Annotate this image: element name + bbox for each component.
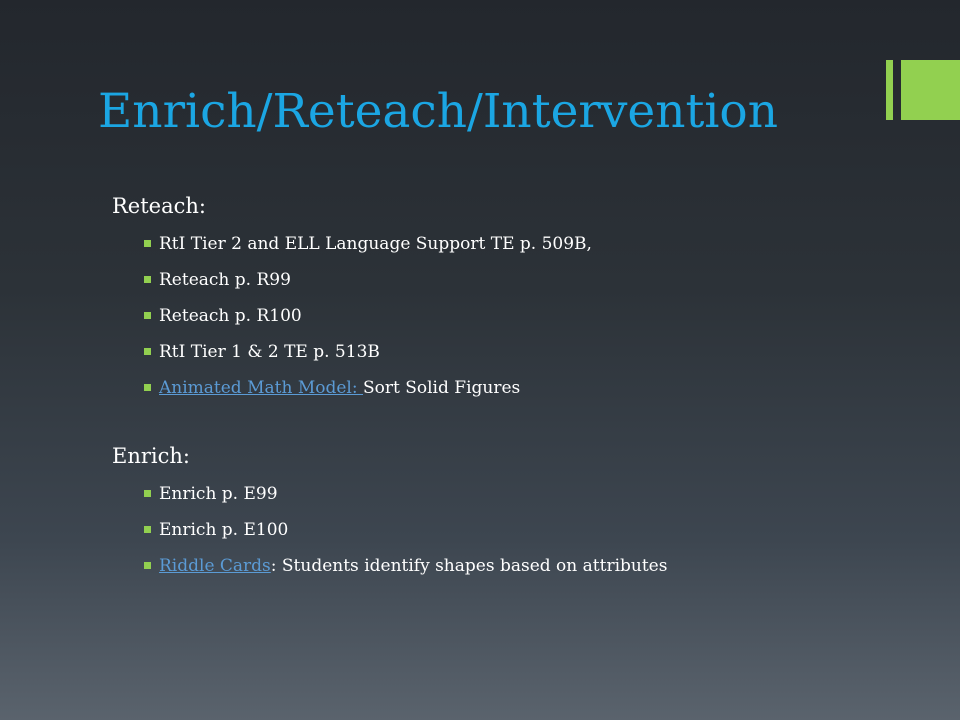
square-bullet-icon [144,490,151,497]
slide-title: Enrich/Reteach/Intervention [98,84,778,139]
list-item-text: Reteach p. R99 [159,270,291,290]
reteach-list [112,226,932,406]
list-item [112,476,932,512]
list-item-text: Sort Solid Figures [362,378,521,398]
list-item-text: RtI Tier 1 & 2 TE p. 513B [159,342,380,362]
enrich-list [112,476,932,584]
enrich-heading: Enrich: [112,444,190,468]
list-item [112,548,932,584]
square-bullet-icon [144,562,151,569]
list-item [112,226,932,262]
square-bullet-icon [144,348,151,355]
square-bullet-icon [144,384,151,391]
list-item [112,512,932,548]
square-bullet-icon [144,526,151,533]
animated-math-model-link[interactable]: Animated Math Model: [159,378,363,398]
accent-bar-wide [901,60,960,120]
square-bullet-icon [144,240,151,247]
list-item-text: Enrich p. E99 [159,484,278,504]
reteach-heading: Reteach: [112,194,206,218]
list-item-text: RtI Tier 2 and ELL Language Support TE p. 509B, [159,234,592,254]
list-item-text: : Students identify shapes based on attributes [270,556,668,576]
section-spacer [112,406,932,442]
list-item [112,298,932,334]
list-item [112,262,932,298]
square-bullet-icon [144,276,151,283]
list-item [112,334,932,370]
square-bullet-icon [144,312,151,319]
list-item [112,370,932,406]
accent-bar-thin [886,60,893,120]
slide-content [112,192,932,584]
riddle-cards-link[interactable]: Riddle Cards [159,556,271,576]
list-item-text: Reteach p. R100 [159,306,302,326]
list-item-text: Enrich p. E100 [159,520,289,540]
